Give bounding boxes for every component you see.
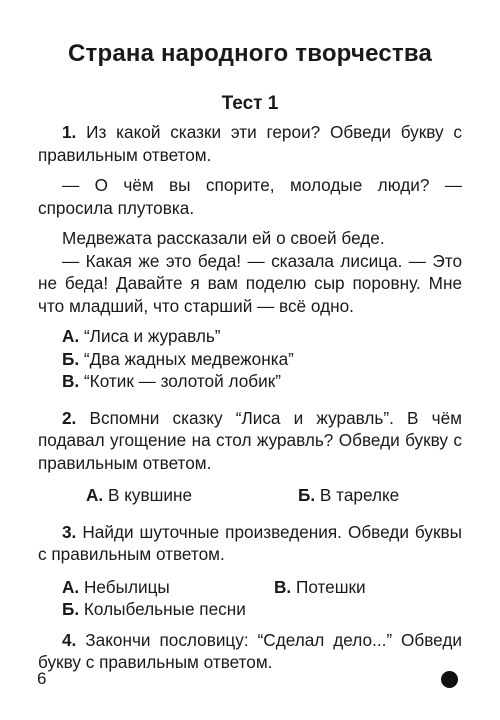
- page-title: Страна народного творчества: [67, 40, 433, 67]
- passage-line-3: — Какая же это беда! — сказала лисица. — Это не беда! Давайте я вам поделю сыр поровну. Мне что младший, что старший — всё одно.: [38, 250, 462, 316]
- option-text: Небылицы: [79, 576, 170, 597]
- option-1a: [38, 325, 462, 348]
- option-letter: А.: [62, 576, 80, 597]
- option-letter: Б.: [62, 348, 80, 369]
- option-letter: В.: [274, 576, 292, 597]
- option-text: “Лиса и журавль”: [79, 326, 221, 346]
- option-text: Потешки: [291, 576, 366, 597]
- question-3: [38, 521, 462, 566]
- question-4: [38, 629, 462, 674]
- option-text: “Котик — золотой лобик”: [79, 371, 281, 391]
- question-3-options: [38, 576, 462, 621]
- passage-line-1: — О чём вы спорите, молодые люди? — спросила плутовка.: [38, 175, 462, 218]
- question-1: [38, 121, 462, 166]
- option-letter: А.: [86, 485, 104, 505]
- option-3b: [62, 598, 246, 621]
- option-letter: Б.: [298, 485, 316, 505]
- test-heading: Тест 1: [221, 93, 279, 114]
- option-letter: В.: [62, 371, 80, 391]
- question-2: [38, 407, 462, 475]
- option-3v: [274, 576, 366, 599]
- question-2-number: 2.: [62, 407, 77, 428]
- passage-line-2: Медвежата рассказали ей о своей беде.: [62, 228, 385, 248]
- question-3-text: Найди шуточные произведения. Обведи буквы с правильным ответом.: [38, 521, 462, 564]
- question-2-text: Вспомни сказку “Лиса и журавль”. В чём подавал угощение на стол журавль? Обведи букву с правильным ответом.: [38, 407, 462, 473]
- option-3a: [62, 576, 274, 599]
- option-1b: [38, 348, 462, 371]
- question-4-text: Закончи пословицу: “Сделал дело...” Обведи букву с правильным ответом.: [38, 629, 462, 672]
- option-letter: Б.: [62, 599, 80, 619]
- test-content: [38, 121, 462, 674]
- option-text: “Два жадных медвежонка”: [79, 348, 294, 369]
- option-text: В тарелке: [315, 485, 400, 505]
- option-1c: [38, 370, 462, 393]
- question-3-number: 3.: [62, 521, 77, 542]
- question-4-number: 4.: [62, 629, 77, 650]
- page-number: 6: [37, 669, 47, 688]
- option-2b: [274, 484, 399, 507]
- option-text: Колыбельные песни: [79, 599, 246, 619]
- question-1-number: 1.: [62, 122, 77, 142]
- option-letter: А.: [62, 326, 80, 346]
- question-2-options: [38, 484, 462, 507]
- option-text: В кувшине: [103, 485, 193, 505]
- option-2a: [62, 484, 274, 507]
- page-marker-dot: [441, 671, 458, 688]
- question-1-text: Из какой сказки эти герои? Обведи букву с правильным ответом.: [38, 122, 462, 165]
